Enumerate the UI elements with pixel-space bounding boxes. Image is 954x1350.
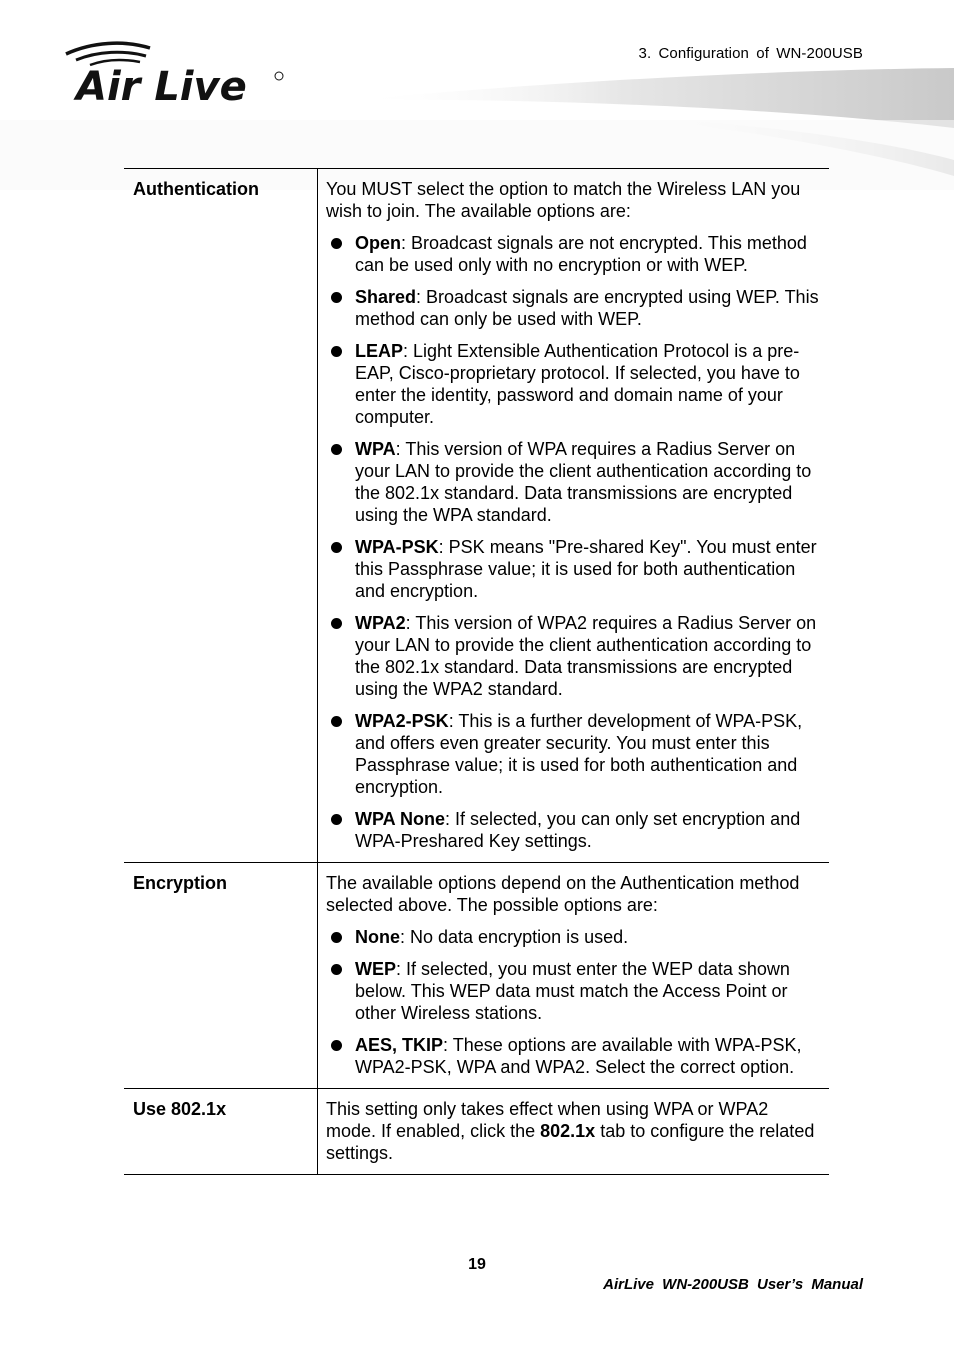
option-text: : This version of WPA2 requires a Radius Server on your LAN to provide the client authentication according to the 802.1x standard. Data transmissions are encrypted using the WPA2 standard.	[355, 613, 817, 699]
option-text: : Broadcast signals are not encrypted. This method can be used only with no encryption or with WEP.	[355, 233, 807, 275]
intro-text: This setting only takes effect when using WPA or WPA2 mode. If enabled, click the	[326, 1099, 769, 1141]
option-name: AES, TKIP	[355, 1035, 444, 1055]
manual-title: AirLive WN-200USB User’s Manual	[603, 1276, 863, 1293]
option-text: : If selected, you must enter the WEP data shown below. This WEP data must match the Access Point or other Wireless stations.	[355, 959, 790, 1023]
table-row	[124, 169, 829, 863]
option-name: Shared	[355, 287, 417, 307]
option-item	[326, 232, 823, 276]
page-number: 19	[468, 1256, 486, 1273]
setting-label: Authentication	[124, 169, 318, 863]
bullet-icon	[331, 932, 342, 943]
option-text: : This version of WPA requires a Radius Server on your LAN to provide the client authentication according to the 802.1x standard. Data transmissions are encrypted using the WPA standard.	[355, 439, 812, 525]
option-list	[326, 232, 823, 852]
setting-description	[318, 169, 830, 863]
description-intro	[326, 872, 823, 916]
intro-text: tab to configure the related settings.	[326, 1121, 815, 1163]
option-name: WPA2	[355, 613, 406, 633]
option-text: : This is a further development of WPA-PSK, and offers even greater security. You must enter this Passphrase value; it is used for both authentication and encryption.	[355, 711, 803, 797]
option-name: WPA2-PSK	[355, 711, 449, 731]
setting-description	[318, 863, 830, 1089]
table-row	[124, 863, 829, 1089]
option-name: LEAP	[355, 341, 404, 361]
settings-table	[124, 168, 829, 1175]
bullet-icon	[331, 346, 342, 357]
option-item	[326, 438, 823, 526]
option-item	[326, 536, 823, 602]
option-name: WPA-PSK	[355, 537, 439, 557]
bullet-icon	[331, 238, 342, 249]
option-item	[326, 286, 823, 330]
bullet-icon	[331, 814, 342, 825]
option-text: : If selected, you can only set encryption and WPA-Preshared Key settings.	[355, 809, 801, 851]
setting-label: Encryption	[124, 863, 318, 1089]
logo-text: Air Live	[76, 64, 247, 108]
setting-description	[318, 1089, 830, 1175]
option-text: : PSK means "Pre-shared Key". You must enter this Passphrase value; it is used for both authentication and encryption.	[355, 537, 817, 601]
option-name: Open	[355, 233, 402, 253]
option-text: : These options are available with WPA-PSK, WPA2-PSK, WPA and WPA2. Select the correct option.	[355, 1035, 802, 1077]
option-item	[326, 340, 823, 428]
bullet-icon	[331, 1040, 342, 1051]
option-item	[326, 958, 823, 1024]
option-text: : Broadcast signals are encrypted using WEP. This method can only be used with WEP.	[355, 287, 819, 329]
option-text: : Light Extensible Authentication Protocol is a pre-EAP, Cisco-proprietary protocol. If selected, you have to enter the identity, password and domain name of your computer.	[355, 341, 800, 427]
table-row	[124, 1089, 829, 1175]
settings-table-body	[124, 169, 829, 1175]
setting-label: Use 802.1x	[124, 1089, 318, 1175]
bullet-icon	[331, 964, 342, 975]
option-item	[326, 926, 823, 948]
intro-text: The available options depend on the Authentication method selected above. The possible options are:	[326, 873, 800, 915]
option-text: : No data encryption is used.	[400, 927, 629, 947]
option-name: WEP	[355, 959, 397, 979]
airlive-logo	[62, 40, 292, 108]
option-name: WPA None	[355, 809, 445, 829]
option-item	[326, 808, 823, 852]
bullet-icon	[331, 618, 342, 629]
chapter-heading: 3. Configuration of WN-200USB	[638, 45, 863, 62]
bullet-icon	[331, 292, 342, 303]
option-name: WPA	[355, 439, 396, 459]
description-intro	[326, 178, 823, 222]
description-intro	[326, 1098, 823, 1164]
bullet-icon	[331, 444, 342, 455]
intro-emphasis: 802.1x	[540, 1121, 596, 1141]
bullet-icon	[331, 716, 342, 727]
intro-text: You MUST select the option to match the Wireless LAN you wish to join. The available options are:	[326, 179, 801, 221]
option-list	[326, 926, 823, 1078]
option-item	[326, 612, 823, 700]
option-item	[326, 1034, 823, 1078]
option-name: None	[355, 927, 400, 947]
bullet-icon	[331, 542, 342, 553]
option-item	[326, 710, 823, 798]
